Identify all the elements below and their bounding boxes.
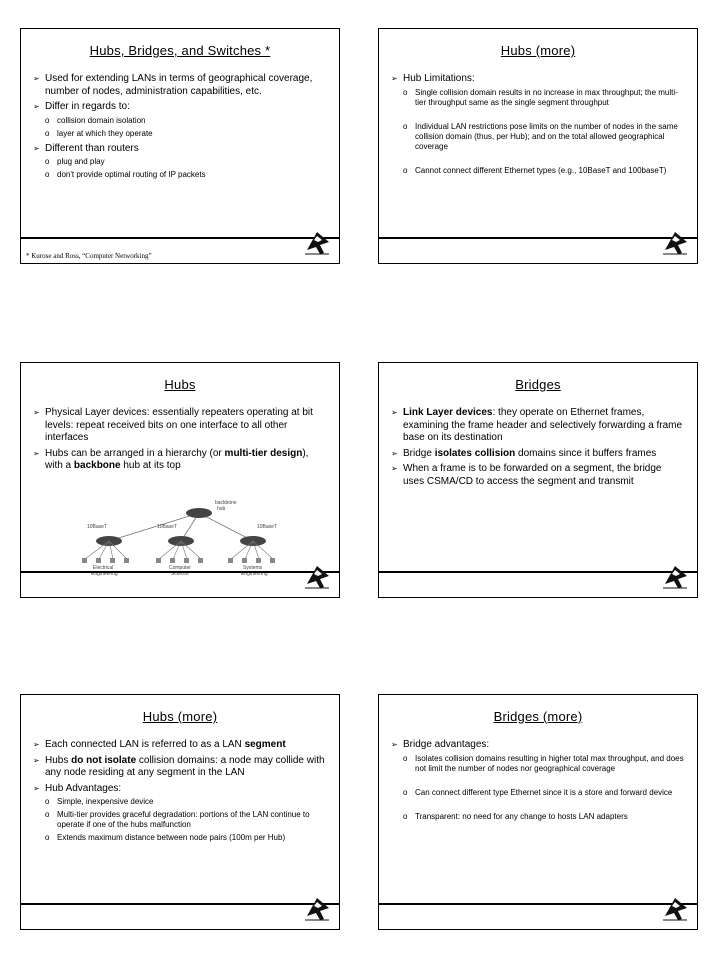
slide-body	[391, 739, 685, 836]
host-node	[124, 558, 129, 563]
host-node	[270, 558, 275, 563]
department-label-line-1: Computer	[169, 565, 191, 571]
sub-bullet-item: o Can connect different type Ethernet since it is a store and forward device	[403, 788, 685, 798]
sub-bullet-item: o Isolates collision domains resulting in higher total max throughput, and does not limit the number of nodes nor geographical coverage	[403, 754, 685, 774]
department-label-line-2: Science	[171, 571, 189, 577]
bullet-list	[33, 739, 327, 843]
sub-bullet-item: o Transparent: no need for any change to hosts LAN adapters	[403, 812, 685, 822]
cursor-logo-icon	[303, 228, 331, 256]
slide-body	[391, 407, 685, 491]
slide-footer-rule	[379, 571, 697, 573]
backbone-link	[199, 513, 253, 541]
slide-6	[378, 694, 698, 930]
host-node	[170, 558, 175, 563]
sub-bullet-item: o Simple, inexpensive device	[45, 797, 327, 807]
host-node	[198, 558, 203, 563]
bullet-list	[391, 73, 685, 176]
bullet-item	[33, 739, 327, 752]
bullet-text: Bridge advantages:	[403, 739, 490, 750]
sub-bullet-item: o collision domain isolation	[45, 116, 327, 126]
sub-bullet-item: o Single collision domain results in no increase in max throughput; the multi-tier throughput same as the single segment throughput	[403, 88, 685, 108]
host-node	[82, 558, 87, 563]
slide-footer-rule	[21, 237, 339, 239]
bullet-text-bold: isolates collision	[434, 447, 516, 459]
sub-bullet-item: o Multi-tier provides graceful degradation: portions of the LAN continue to operate if one of the hubs malfunction	[45, 810, 327, 830]
bullet-text: Hub Limitations:	[403, 73, 475, 84]
bullet-item	[391, 463, 685, 488]
bullet-item	[391, 407, 685, 445]
bullet-text: When a frame is to be forwarded on a segment, the bridge uses CSMA/CD to access the segment and transmit	[403, 463, 662, 487]
sub-bullet-item: o Extends maximum distance between node pairs (100m per Hub)	[45, 833, 327, 843]
bullet-item	[33, 783, 327, 844]
slide-body	[391, 73, 685, 190]
bullet-item	[33, 407, 327, 445]
sub-bullet-item: o don't provide optimal routing of IP packets	[45, 170, 327, 180]
sub-bullet-item: o plug and play	[45, 157, 327, 167]
bullet-text: : they operate on Ethernet frames, examining the frame header and selectively forwarding a frame base on its destination	[403, 407, 683, 443]
bullet-text: Each connected LAN is referred to as a LAN	[45, 739, 245, 750]
slide-title: Hubs	[164, 377, 196, 392]
slide-1	[20, 28, 340, 264]
slide-footer-rule	[379, 237, 697, 239]
bullet-item	[33, 101, 327, 139]
sub-bullet-item: o Cannot connect different Ethernet types (e.g., 10BaseT and 100baseT)	[403, 166, 685, 176]
bullet-list	[391, 407, 685, 488]
cursor-logo-icon	[661, 894, 689, 922]
slide-footer-rule	[379, 903, 697, 905]
bullet-text-bold: segment	[244, 739, 286, 750]
host-node	[96, 558, 101, 563]
department-label-line-2: Engineering	[91, 571, 118, 577]
sub-bullet-item: o layer at which they operate	[45, 129, 327, 139]
department-label-line-1: Electrical	[93, 565, 114, 571]
slide-title: Hubs, Bridges, and Switches *	[89, 43, 271, 58]
bullet-text: Hub Advantages:	[45, 782, 122, 794]
sub-bullet-list	[45, 157, 327, 180]
cursor-logo-icon	[661, 228, 689, 256]
slide-title: Bridges (more)	[493, 709, 583, 724]
hub-hierarchy-diagram	[49, 499, 279, 579]
host-node	[242, 558, 247, 563]
bullet-list	[391, 739, 685, 822]
slide-title: Bridges	[515, 377, 561, 392]
backbone-label-line-2: hub	[217, 506, 226, 512]
sub-bullet-list	[45, 797, 327, 843]
host-node	[256, 558, 261, 563]
slide-2	[378, 28, 698, 264]
slide-footer-rule	[21, 571, 339, 573]
link-label: 10BaseT	[87, 524, 108, 530]
sub-bullet-item: o Individual LAN restrictions pose limits on the number of nodes in the same collision domain (thus, per Hub); and on the total allowed geographical coverage	[403, 122, 685, 152]
footnote: * Kurose and Ross, “Computer Networking”	[26, 252, 152, 260]
bullet-item	[33, 755, 327, 780]
host-node	[110, 558, 115, 563]
bullet-text-bold: multi-tier design	[224, 447, 303, 459]
slide-4	[378, 362, 698, 598]
bullet-text: Physical Layer devices: essentially repeaters operating at bit levels: repeat received bits on one interface to all other interfaces	[45, 407, 313, 443]
cursor-logo-icon	[303, 894, 331, 922]
cursor-logo-icon	[661, 562, 689, 590]
bullet-text: Hubs can be arranged in a hierarchy (or	[45, 447, 225, 459]
host-node	[228, 558, 233, 563]
bullet-text: ), with a	[45, 447, 309, 471]
bullet-item	[391, 73, 685, 176]
slide-footer-rule	[21, 903, 339, 905]
bullet-list	[33, 407, 327, 473]
department-label-line-2: Engineering	[241, 571, 268, 577]
cursor-logo-icon	[303, 562, 331, 590]
slide-body	[33, 73, 327, 184]
bullet-text: Differ in regards to:	[45, 101, 130, 112]
department-label-line-1: Systems	[243, 565, 263, 571]
bullet-text: Different than routers	[45, 142, 139, 154]
bullet-text: collision domains: a node may collide with any node residing at any segment in the LAN	[45, 754, 325, 778]
bullet-item	[33, 143, 327, 181]
bullet-text: Bridge	[403, 447, 435, 459]
sub-bullet-list	[45, 116, 327, 139]
bullet-item	[391, 448, 685, 461]
backbone-hub-node	[186, 508, 212, 518]
bullet-text-bold: backbone	[73, 460, 121, 471]
bullet-text-bold: do not isolate	[71, 754, 137, 766]
slide-5	[20, 694, 340, 930]
bullet-text-bold: Link Layer devices	[403, 407, 493, 418]
slide-body	[33, 407, 327, 476]
bullet-list	[33, 73, 327, 180]
link-label: 10BaseT	[157, 524, 178, 530]
bullet-text: domains since it buffers frames	[515, 447, 657, 459]
bullet-text: hub at its top	[120, 460, 181, 471]
sub-bullet-list	[403, 88, 685, 176]
slide-3	[20, 362, 340, 598]
sub-bullet-list	[403, 754, 685, 822]
slide-body	[33, 739, 327, 847]
bullet-text: Used for extending LANs in terms of geographical coverage, number of nodes, administration capabilities, etc.	[45, 73, 313, 97]
bullet-item	[391, 739, 685, 822]
slide-title: Hubs (more)	[142, 709, 218, 724]
bullet-item	[33, 448, 327, 473]
bullet-text: Hubs	[45, 754, 72, 766]
host-node	[156, 558, 161, 563]
link-label: 10BaseT	[257, 524, 278, 530]
host-node	[184, 558, 189, 563]
bullet-item	[33, 73, 327, 98]
backbone-label-line-1: backbone	[215, 500, 237, 506]
slide-title: Hubs (more)	[500, 43, 576, 58]
